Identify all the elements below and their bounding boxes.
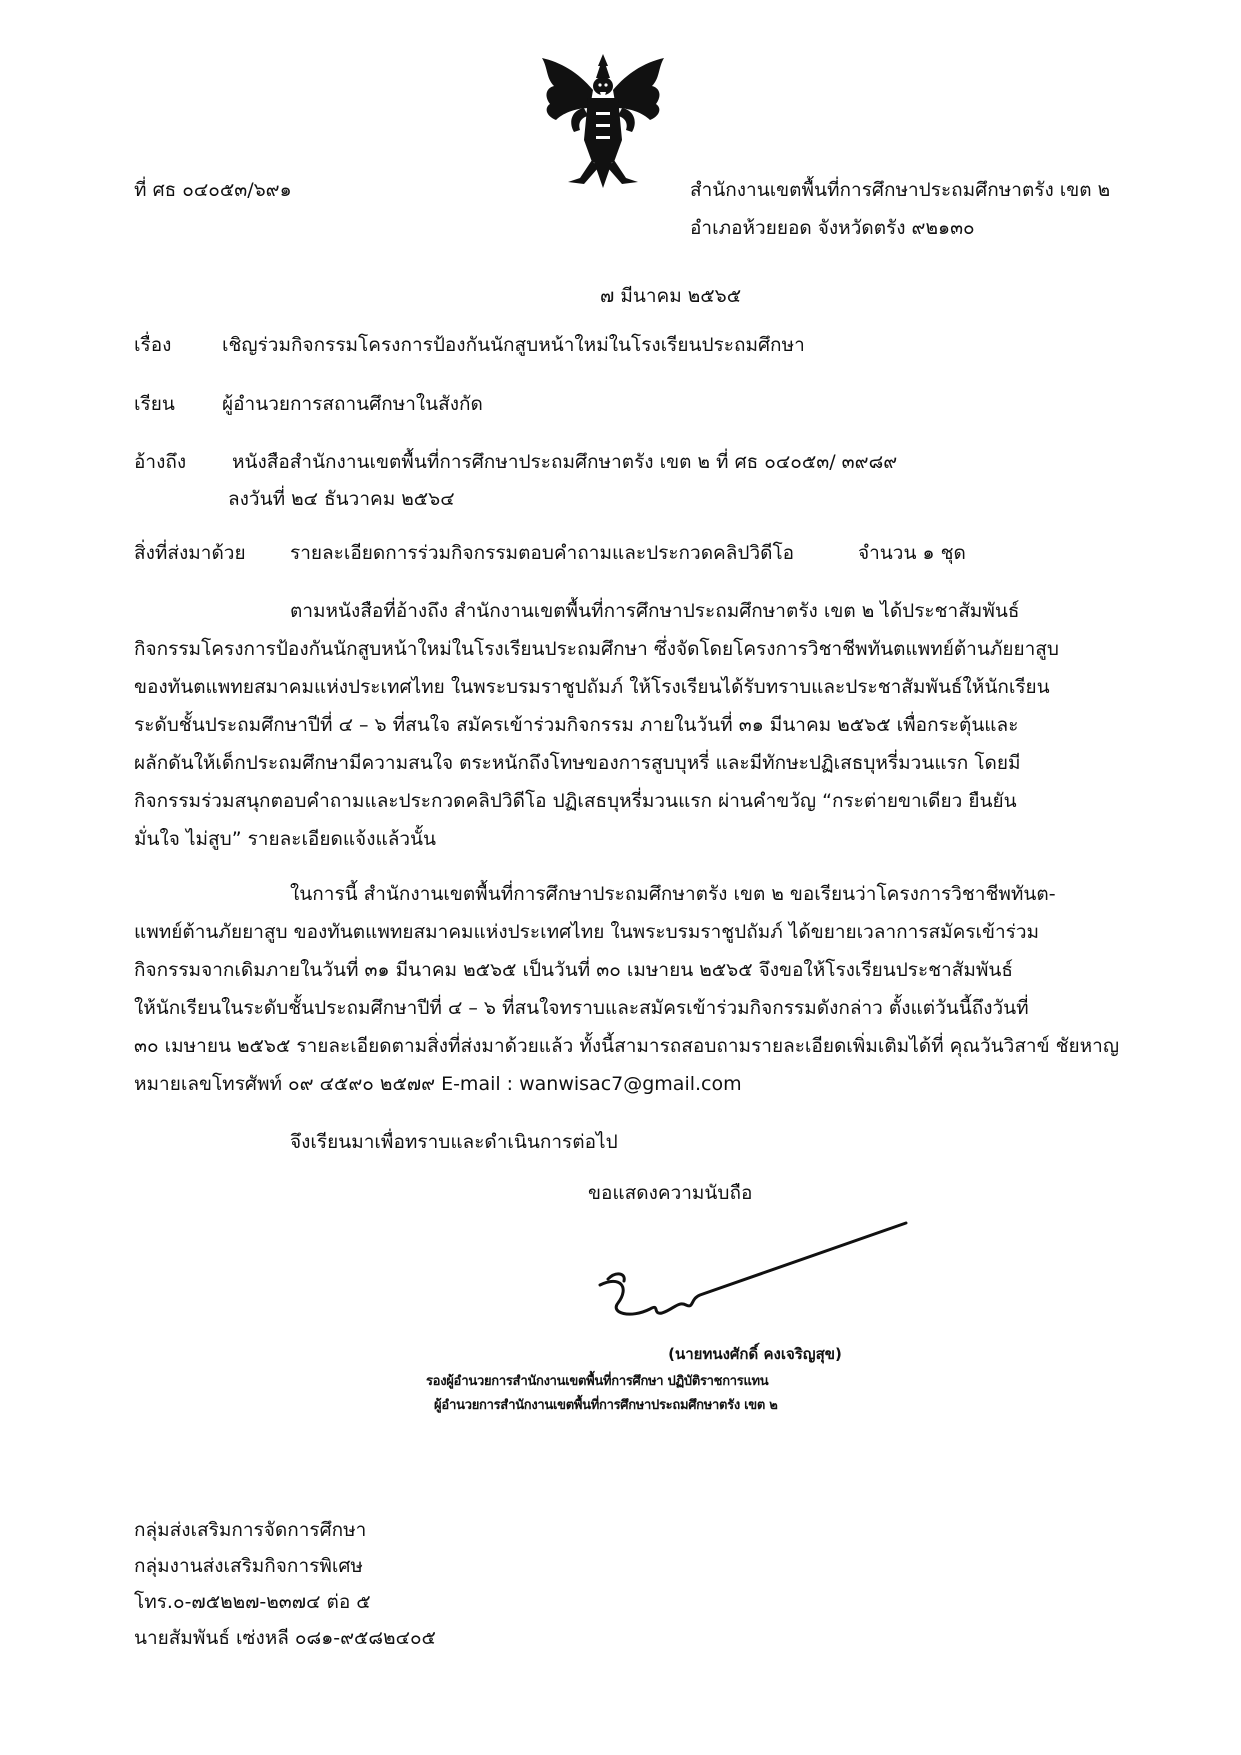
signatory-name: (นายทนงศักดิ์ คงเจริญสุข) — [668, 1345, 842, 1363]
enclosure-text: รายละเอียดการร่วมกิจกรรมตอบคำถามและประกวดคลิปวิดีโอ — [290, 542, 795, 564]
paragraph1-line: ตามหนังสือที่อ้างถึง สำนักงานเขตพื้นที่การศึกษาประถมศึกษาตรัง เขต ๒ ได้ประชาสัมพันธ์ — [290, 600, 1020, 622]
paragraph1-line: ผลักดันให้เด็กประถมศึกษามีความสนใจ ตระหนักถึงโทษของการสูบบุหรี่ และมีทักษะปฏิเสธบุหรี่มวนแรก โดยมี — [134, 752, 1021, 774]
paragraph1-line: ของทันตแพทยสมาคมแห่งประเทศไทย ในพระบรมราชูปถัมภ์ ให้โรงเรียนได้รับทราบและประชาสัมพันธ์ให้นักเรียน — [134, 676, 1050, 698]
reference-line2: ลงวันที่ ๒๔ ธันวาคม ๒๕๖๔ — [228, 488, 455, 510]
footer-phone: โทร.๐-๗๕๒๒๗-๒๓๗๔ ต่อ ๕ — [134, 1591, 371, 1613]
paragraph2-line: หมายเลขโทรศัพท์ ๐๙ ๔๕๙๐ ๒๕๗๙ E-mail : wanwisac7@gmail.com — [134, 1073, 742, 1095]
footer-contact: นายสัมพันธ์ เซ่งหลี ๐๘๑-๙๕๘๒๔๐๕ — [134, 1627, 436, 1649]
office-name: สำนักงานเขตพื้นที่การศึกษาประถมศึกษาตรัง เขต ๒ — [690, 179, 1111, 201]
document-date: ๗ มีนาคม ๒๕๖๕ — [600, 285, 742, 307]
enclosure-quantity: จำนวน ๑ ชุด — [858, 542, 966, 564]
paragraph1-line: มั่นใจ ไม่สูบ” รายละเอียดแจ้งแล้วนั้น — [134, 828, 437, 850]
paragraph2-line: แพทย์ต้านภัยยาสูบ ของทันตแพทยสมาคมแห่งประเทศไทย ในพระบรมราชูปถัมภ์ ได้ขยายเวลาการสมัครเข้าร่วม — [134, 921, 1040, 943]
paragraph2-line: ในการนี้ สำนักงานเขตพื้นที่การศึกษาประถมศึกษาตรัง เขต ๒ ขอเรียนว่าโครงการวิชาชีพทันต- — [290, 883, 1056, 905]
paragraph1-line: ระดับชั้นประถมศึกษาปีที่ ๔ – ๖ ที่สนใจ สมัครเข้าร่วมกิจกรรม ภายในวันที่ ๓๑ มีนาคม ๒๕๖๕ เพื่อกระตุ้นและ — [134, 714, 1019, 736]
signatory-title-line2: ผู้อำนวยการสำนักงานเขตพื้นที่การศึกษาประถมศึกษาตรัง เขต ๒ — [434, 1398, 778, 1413]
reference-line1: หนังสือสำนักงานเขตพื้นที่การศึกษาประถมศึกษาตรัง เขต ๒ ที่ ศธ ๐๔๐๕๓/ ๓๙๘๙ — [232, 451, 898, 473]
footer-department: กลุ่มส่งเสริมการจัดการศึกษา — [134, 1519, 367, 1541]
enclosure-label: สิ่งที่ส่งมาด้วย — [134, 542, 246, 564]
subject-text: เชิญร่วมกิจกรรมโครงการป้องกันนักสูบหน้าใหม่ในโรงเรียนประถมศึกษา — [222, 334, 805, 356]
paragraph1-line: กิจกรรมร่วมสนุกตอบคำถามและประกวดคลิปวิดีโอ ปฏิเสธบุหรี่มวนแรก ผ่านคำขวัญ “กระต่ายขาเดียว ยืนยัน — [134, 790, 1017, 812]
to-label: เรียน — [134, 393, 175, 415]
handwritten-signature — [590, 1215, 910, 1345]
garuda-emblem — [538, 52, 668, 190]
document-number: ที่ ศธ ๐๔๐๕๓/๖๙๑ — [134, 179, 292, 201]
footer-section: กลุ่มงานส่งเสริมกิจการพิเศษ — [134, 1555, 363, 1577]
paragraph2-line: กิจกรรมจากเดิมภายในวันที่ ๓๑ มีนาคม ๒๕๖๕ เป็นวันที่ ๓๐ เมษายน ๒๕๖๕ จึงขอให้โรงเรียนประชาสัมพันธ์ — [134, 959, 1014, 981]
to-text: ผู้อำนวยการสถานศึกษาในสังกัด — [222, 393, 483, 415]
paragraph2-line: ๓๐ เมษายน ๒๕๖๕ รายละเอียดตามสิ่งที่ส่งมาด้วยแล้ว ทั้งนี้สามารถสอบถามรายละเอียดเพิ่มเติมได้ที่ คุณวันวิสาข์ ชัยหาญ — [134, 1035, 1120, 1057]
closing-text: จึงเรียนมาเพื่อทราบและดำเนินการต่อไป — [290, 1131, 618, 1153]
paragraph2-line: ให้นักเรียนในระดับชั้นประถมศึกษาปีที่ ๔ – ๖ ที่สนใจทราบและสมัครเข้าร่วมกิจกรรมดังกล่าว ตั้งแต่วันนี้ถึงวันที่ — [134, 997, 1029, 1019]
regards-text: ขอแสดงความนับถือ — [588, 1182, 753, 1204]
signatory-title-line1: รองผู้อำนวยการสำนักงานเขตพื้นที่การศึกษา ปฏิบัติราชการแทน — [426, 1374, 769, 1389]
office-address: อำเภอห้วยยอด จังหวัดตรัง ๙๒๑๓๐ — [690, 217, 975, 239]
reference-label: อ้างถึง — [134, 451, 187, 473]
paragraph1-line: กิจกรรมโครงการป้องกันนักสูบหน้าใหม่ในโรงเรียนประถมศึกษา ซึ่งจัดโดยโครงการวิชาชีพทันตแพทย์ต้านภัยยาสูบ — [134, 638, 1059, 660]
subject-label: เรื่อง — [134, 334, 172, 356]
